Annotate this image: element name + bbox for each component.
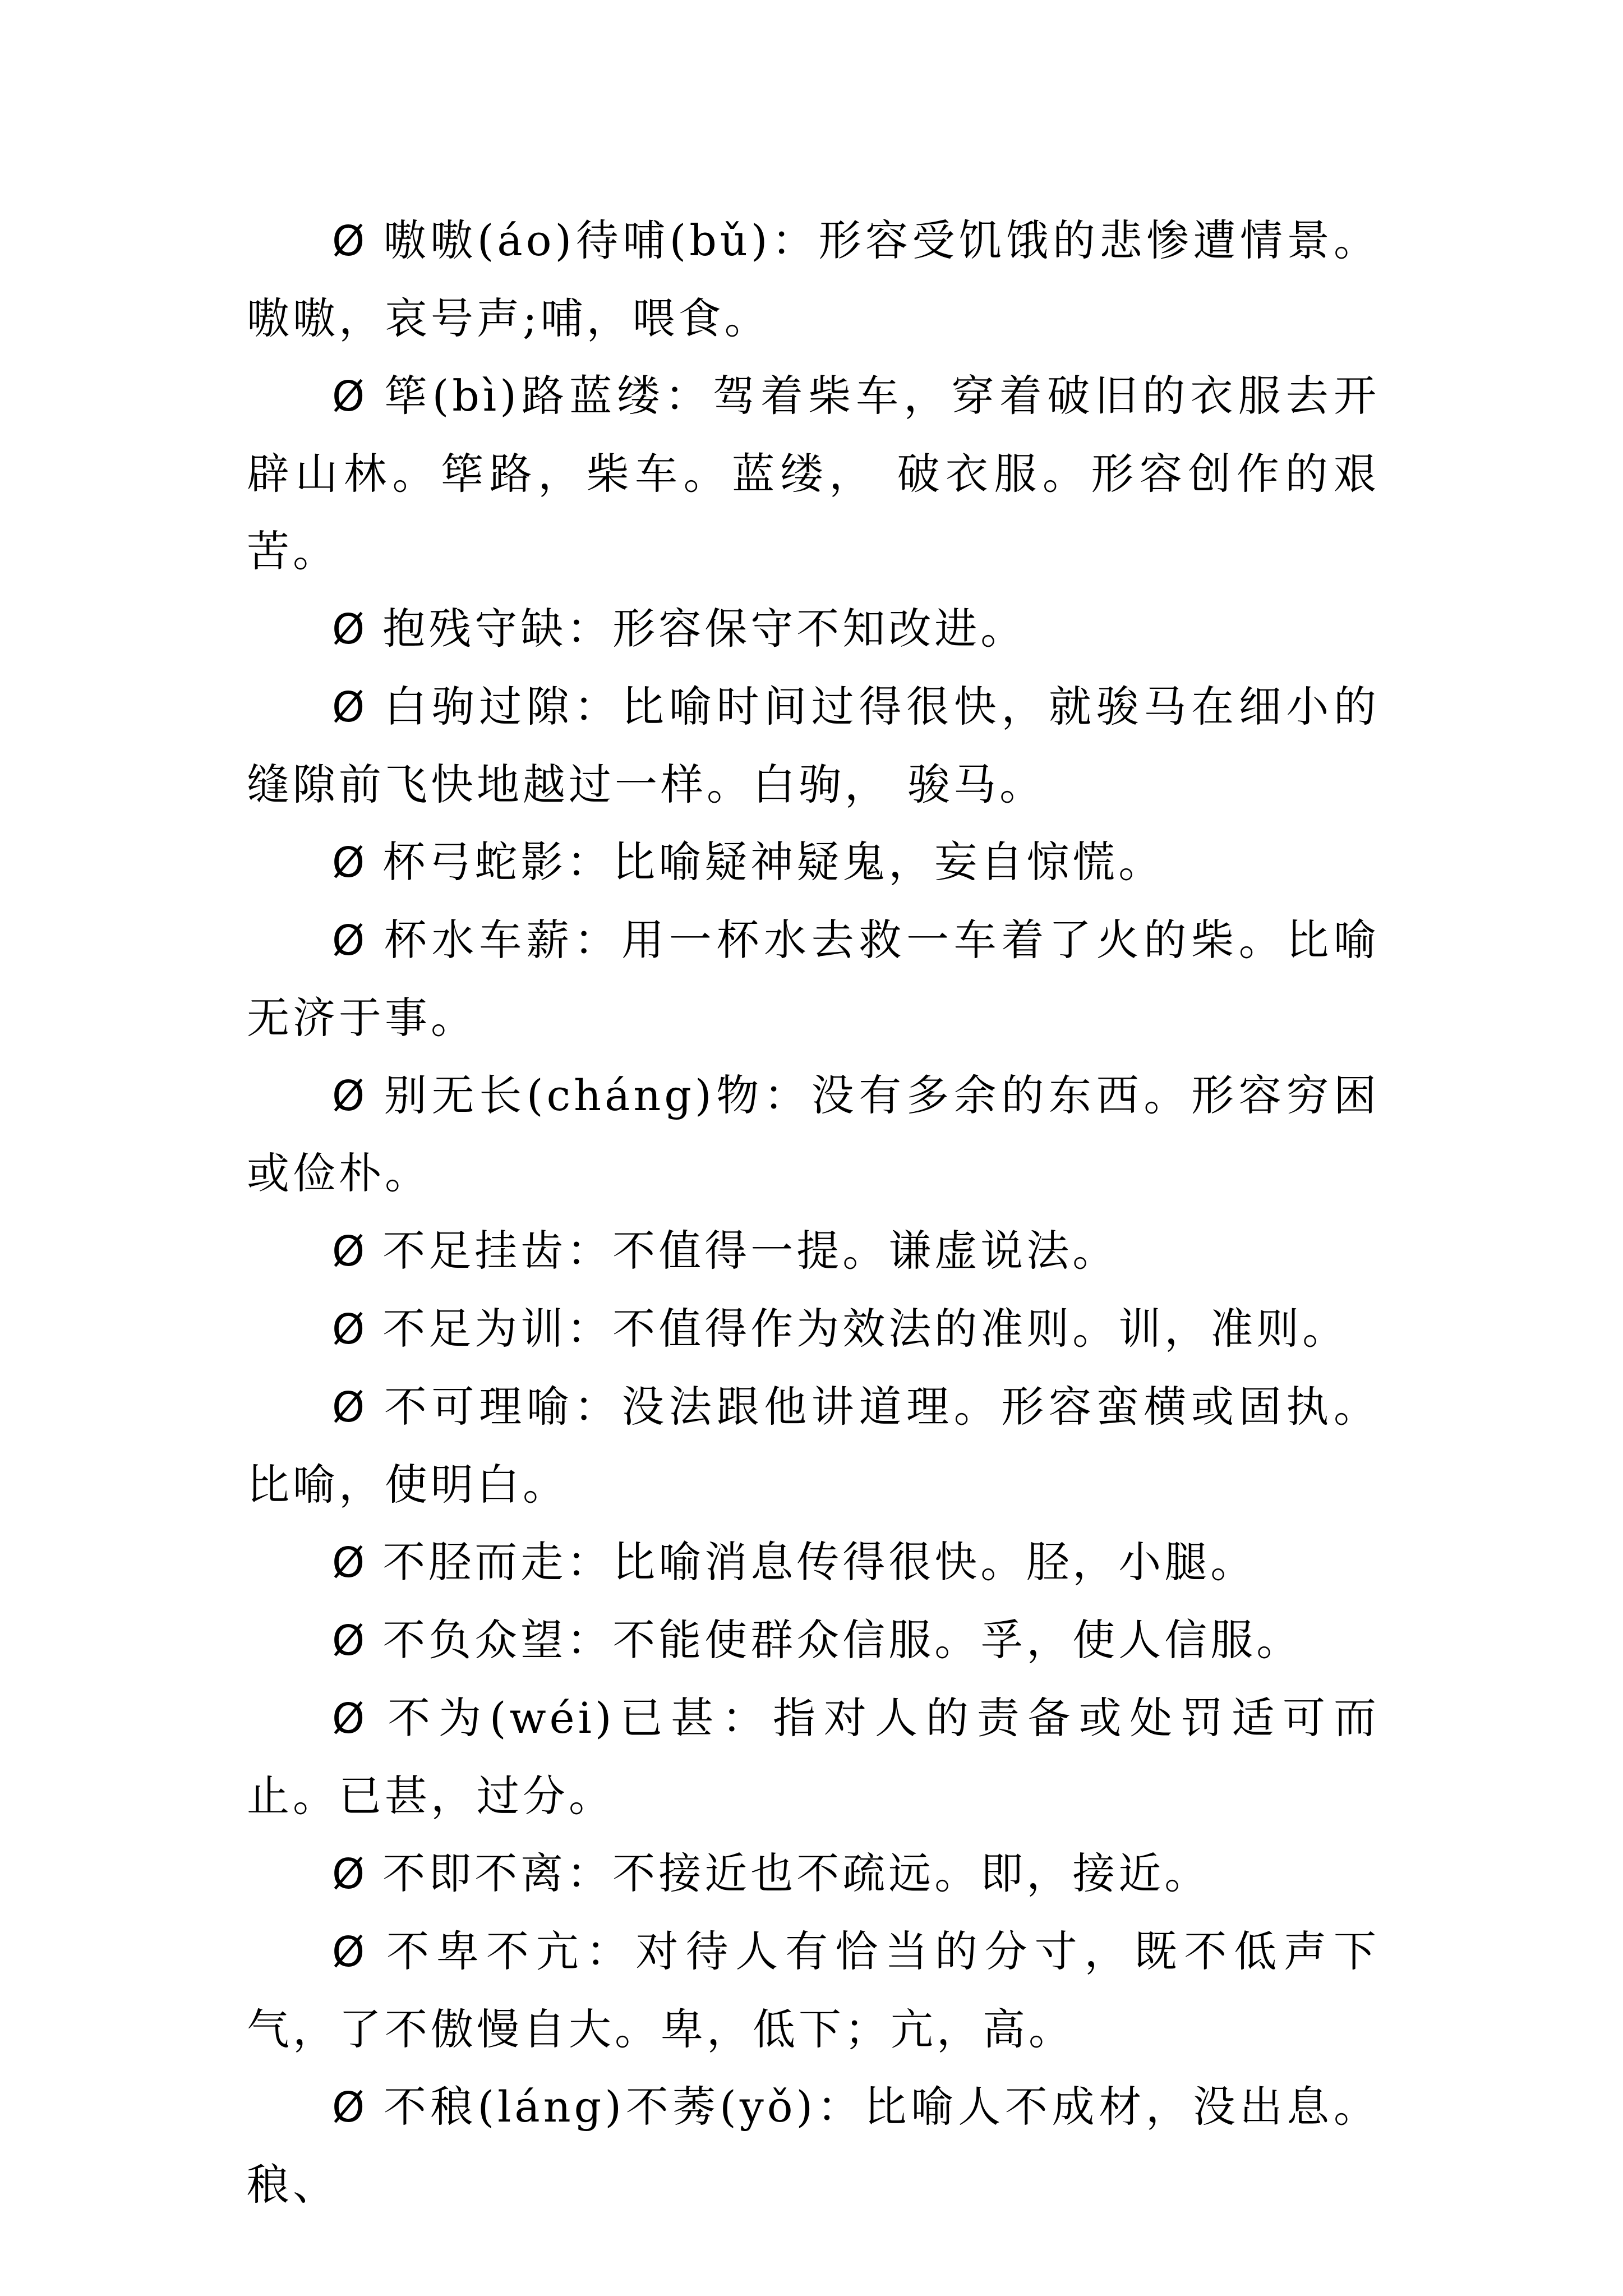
bullet-icon: Ø xyxy=(332,1539,368,1587)
entry-text: 杯弓蛇影：比喻疑神疑鬼，妄自惊慌。 xyxy=(382,837,1165,887)
idiom-entry xyxy=(247,1835,1380,1913)
idiom-entry xyxy=(247,357,1380,590)
bullet-icon: Ø xyxy=(332,1383,368,1432)
entry-text: 别无长(cháng)物：没有多余的东西。形容穷困或俭朴。 xyxy=(247,1070,1380,1198)
idiom-entry xyxy=(247,1212,1380,1290)
entry-text: 不稂(láng)不莠(yǒ)：比喻人不成材，没出息。稂、 xyxy=(247,2082,1380,2210)
entry-text: 杯水车薪：用一杯水去救一车着了火的柴。比喻无济于事。 xyxy=(247,915,1380,1043)
bullet-icon: Ø xyxy=(332,1695,368,1743)
entry-text: 嗷嗷(áo)待哺(bǔ)：形容受饥饿的悲惨遭情景。嗷嗷，哀号声;哺，喂食。 xyxy=(247,215,1380,343)
entry-text: 不卑不亢：对待人有恰当的分寸，既不低声下气，了不傲慢自大。卑，低下；亢，高。 xyxy=(247,1926,1380,2054)
idiom-entry xyxy=(247,1680,1380,1835)
idiom-entry xyxy=(247,668,1380,823)
entry-text: 不为(wéi)已甚：指对人的责备或处罚适可而止。已甚，过分。 xyxy=(247,1693,1380,1821)
entry-text: 不可理喻：没法跟他讲道理。形容蛮横或固执。比喻，使明白。 xyxy=(247,1382,1380,1510)
idiom-entry xyxy=(247,1057,1380,1212)
entry-text: 筚(bì)路蓝缕：驾着柴车，穿着破旧的衣服去开辟山林。筚路，柴车。蓝缕， 破衣服。形容创作的艰苦。 xyxy=(247,371,1380,576)
entry-text: 抱残守缺：形容保守不知改进。 xyxy=(382,604,1027,654)
bullet-icon: Ø xyxy=(332,1928,368,1976)
bullet-icon: Ø xyxy=(332,1305,368,1354)
entry-text: 不足挂齿：不值得一提。谦虚说法。 xyxy=(382,1226,1119,1276)
entry-text: 不负众望：不能使群众信服。孚，使人信服。 xyxy=(382,1615,1303,1665)
bullet-icon: Ø xyxy=(332,1850,368,1898)
entry-text: 不即不离：不接近也不疏远。即，接近。 xyxy=(382,1848,1211,1898)
idiom-entry xyxy=(247,1913,1380,2068)
idiom-entry xyxy=(247,1524,1380,1602)
bullet-icon: Ø xyxy=(332,839,368,887)
bullet-icon: Ø xyxy=(332,1617,368,1665)
bullet-icon: Ø xyxy=(332,1072,368,1120)
idiom-entry xyxy=(247,823,1380,901)
idiom-entry xyxy=(247,2068,1380,2224)
idiom-entry xyxy=(247,202,1380,357)
bullet-icon: Ø xyxy=(332,372,368,421)
bullet-icon: Ø xyxy=(332,1227,368,1276)
bullet-icon: Ø xyxy=(332,217,368,265)
bullet-icon: Ø xyxy=(332,605,368,654)
idiom-entry xyxy=(247,1290,1380,1368)
idiom-entry xyxy=(247,1602,1380,1680)
bullet-icon: Ø xyxy=(332,917,368,965)
idiom-entry xyxy=(247,901,1380,1057)
idiom-entry xyxy=(247,1368,1380,1524)
idiom-list xyxy=(247,202,1380,2224)
idiom-entry xyxy=(247,590,1380,668)
bullet-icon: Ø xyxy=(332,683,368,731)
bullet-icon: Ø xyxy=(332,2083,368,2132)
entry-text: 不胫而走：比喻消息传得很快。胫，小腿。 xyxy=(382,1537,1257,1587)
entry-text: 不足为训：不值得作为效法的准则。训，准则。 xyxy=(382,1304,1349,1354)
entry-text: 白驹过隙：比喻时间过得很快，就骏马在细小的缝隙前飞快地越过一样。白驹， 骏马。 xyxy=(247,682,1380,809)
